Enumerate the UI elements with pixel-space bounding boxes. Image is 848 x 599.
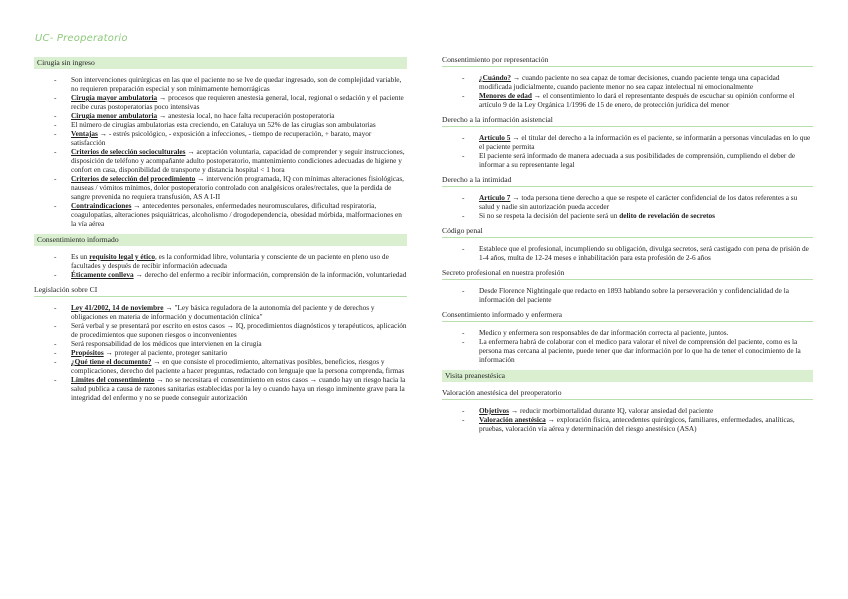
item-text: → anestesia local, no hace falta recuperación postoperatoria [157, 111, 335, 120]
item-keyword: Contraindicaciones [71, 201, 132, 210]
list-item [442, 337, 813, 364]
subsection-heading: Consentimiento por representación [442, 55, 813, 67]
item-text: → intervención programada, IQ con mínimas alteraciones fisiológicas, nauseas / vómitos mínimos, dolor postoperatorio controlado con analgésicos orales/rectales, que la perdida de sangre prevenida no requiera transfusión, AS A I-II [71, 174, 405, 201]
item-keyword: requisito legal y ético [89, 252, 155, 261]
list-item [34, 339, 407, 348]
item-text: → procesos que requieren anestesia general, local, regional o sedación y el paciente recibe curas postoperatorias poco intensivas [71, 93, 404, 111]
section-legislacion-ci [34, 285, 407, 402]
item-text: La enfermera habrá de colaborar con el medico para valorar el nivel de comprensión del paciente, como es la persona mas cercana al paciente, puede tener que dar información por lo que ha de tener el conocimiento de la información [479, 337, 801, 364]
list-item [34, 348, 407, 357]
bullet-list [442, 286, 813, 304]
list-item [34, 270, 407, 279]
item-keyword: Criterios de selección del procedimiento [71, 174, 196, 183]
bullet-list [442, 244, 813, 262]
bullet-list [442, 406, 813, 433]
item-keyword: Menores de edad [479, 91, 532, 100]
left-column [34, 57, 407, 408]
list-item [442, 328, 813, 337]
item-text: → el consentimiento lo dará el representante después de escuchar su opinión conforme el artículo 9 de la Ley Orgánica 1/1996 de 15 de enero, de protección jurídica del menor [479, 91, 795, 109]
item-text: → cuando paciente no sea capaz de tomar decisiones, cuando paciente tenga una capacidad modificada judicialmente, cuando paciente menor no sea capaz intelectual ni emocionalmente [479, 73, 780, 91]
list-item [34, 93, 407, 111]
list-item [34, 174, 407, 201]
section-heading: Consentimiento informado [34, 234, 407, 246]
list-item [34, 75, 407, 93]
list-item [34, 375, 407, 402]
section-derecho-informacion [442, 115, 813, 169]
item-keyword: Cirugía menor ambulatoria [71, 111, 158, 120]
subsection-heading: Derecho a la información asistencial [442, 115, 813, 127]
list-item [442, 91, 813, 109]
item-keyword: delito de revelación de secretos [619, 211, 716, 220]
item-text: Si no se respeta la decisión del paciente será un [479, 211, 620, 220]
item-keyword: Éticamente conlleva [71, 270, 134, 279]
item-text: → en que consiste el procedimiento, alternativas posibles, beneficios, riesgos y complicaciones, derecho del paciente a hacer preguntas, redactado con lenguaje que la persona comprenda, firmas [71, 357, 405, 375]
item-text: Son intervenciones quirúrgicas en las que el paciente no se lve de quedar ingresado, son de complejidad variable, no requieren preparación especial y son mínimamente hemorrágicas [71, 75, 402, 93]
bullet-list [34, 303, 407, 402]
item-text: Será verbal y se presentará por escrito en estos casos → IQ, procedimientos diagnósticos y terapéuticos, aplicación de procedimientos que suponen riesgos o inconvenientes [71, 321, 407, 339]
item-text: Establece que el profesional, incumpliendo su obligación, divulga secretos, será castigado con pena de prisión de 1-4 años, multa de 12-24 meses e inhabilitación para esta profesión de 2-6 años [479, 244, 809, 262]
item-keyword: ¿Cuándo? [479, 73, 512, 82]
item-text: El paciente será informado de manera adecuada a sus posibilidades de comprensión, cumpliendo el deber de informar a su representante legal [479, 151, 796, 169]
item-keyword: Ley 41/2002, 14 de noviembre [71, 303, 164, 312]
item-text: → derecho del enfermo a recibir información, comprensión de la información, voluntariedad [133, 270, 407, 279]
item-text: → - estrés psicológico, - exposición a infecciones, - tiempo de recuperación, + barato, mayor satisfacción [71, 129, 372, 147]
subsection-heading: Valoración anestésica del preoperatorio [442, 388, 813, 400]
item-text: → antecedentes personales, enfermedades neuromusculares, dificultad respiratoria, coagulopatías, alteraciones psiquiátricas, alcoholismo / drogodependencia, obesidad mórbida, malformaciones en la vía aérea [71, 201, 402, 228]
item-keyword: Ventajas [71, 129, 98, 138]
list-item [34, 252, 407, 270]
section-codigo-penal [442, 226, 813, 262]
section-consentimiento-informado [34, 234, 407, 279]
list-item [34, 129, 407, 147]
item-text: Será responsabilidad de los médicos que intervienen en la cirugía [71, 339, 262, 348]
item-text: → aceptación voluntaria, capacidad de comprender y seguir instrucciones, disposición de teléfono y acompañante adulto postoperatorio, mantenimiento condiciones adecuadas de higiene y confort en casa, disponibilidad de transporte y distancia hospital < 1 hora [71, 147, 405, 174]
item-text: → el titular del derecho a la información es el paciente, se informarán a personas vinculadas en lo que el paciente permita [479, 133, 811, 151]
list-item [34, 303, 407, 321]
item-keyword: Objetivos [479, 406, 509, 415]
item-text: Medico y enfermera son responsables de dar información correcta al paciente, juntos. [479, 328, 729, 337]
list-item [34, 201, 407, 228]
bullet-list [442, 328, 813, 364]
item-text: → toda persona tiene derecho a que se respete el carácter confidencial de los datos referentes a su salud y nadie sin autorización pueda acceder [479, 193, 798, 211]
list-item [34, 357, 407, 375]
item-keyword: Criterios de selección socioculturales [71, 147, 186, 156]
section-heading: Cirugía sin ingreso [34, 57, 407, 69]
item-keyword: Propósitos [71, 348, 104, 357]
page-title: UC- Preoperatorio [35, 33, 128, 44]
list-item [34, 321, 407, 339]
item-keyword: Artículo 5 [479, 133, 511, 142]
bullet-list [442, 133, 813, 169]
list-item [442, 406, 813, 415]
subsection-heading: Derecho a la intimidad [442, 175, 813, 187]
subsection-heading: Secreto profesional en nuestra profesión [442, 268, 813, 280]
subsection-heading: Consentimiento informado y enfermera [442, 310, 813, 322]
bullet-list [442, 73, 813, 109]
section-derecho-intimidad [442, 175, 813, 220]
list-item [442, 211, 813, 220]
item-text: El número de cirugías ambulatorias esta creciendo, en Cataluya un 52% de las cirugías son ambulatorias [71, 120, 376, 129]
item-keyword: Límites del consentimiento [71, 375, 155, 384]
list-item [442, 286, 813, 304]
item-keyword: Cirugía mayor ambulatoria [71, 93, 158, 102]
section-consentimiento-enfermera [442, 310, 813, 364]
list-item [442, 73, 813, 91]
list-item [442, 151, 813, 169]
bullet-list [34, 252, 407, 279]
item-text: → no se necesitara el consentimiento en estos casos → cuando hay un riesgo hacia la salud publica a causa de razones sanitarias establecidas por la ley o cuando haya un riesgo inminente grave para la integridad del enfermo y no se puede conseguir autorización [71, 375, 406, 402]
section-consentimiento-representacion [442, 55, 813, 109]
subsection-heading: Código penal [442, 226, 813, 238]
list-item [34, 111, 407, 120]
list-item [442, 244, 813, 262]
section-valoracion-anestesica [442, 388, 813, 433]
item-keyword: Artículo 7 [479, 193, 511, 202]
item-text: → proteger al paciente, proteger sanitario [103, 348, 228, 357]
item-text: , es la conformidad libre, voluntaria y consciente de un paciente en pleno uso de facultades y después de recibir información adecuada [71, 252, 389, 270]
section-heading: Visita preanestésica [442, 370, 813, 382]
bullet-list [442, 193, 813, 220]
item-keyword: ¿Qué tiene el documento? [71, 357, 152, 366]
list-item [442, 193, 813, 211]
item-text: → exploración física, antecedentes quirúrgicos, familiares, enfermedades, analíticas, pruebas, valoración vía aérea y determinación del riesgo anestésico (ASA) [479, 415, 795, 433]
list-item [34, 147, 407, 174]
subsection-heading: Legislación sobre CI [34, 285, 407, 297]
item-text: Es un [71, 252, 90, 261]
item-text: → reducir morbimortalidad durante IQ, valorar ansiedad del paciente [509, 406, 714, 415]
list-item [442, 415, 813, 433]
section-cirugia-sin-ingreso [34, 57, 407, 228]
item-text: Desde Florence Nightingale que redacto en 1893 hablando sobre la perseveración y confidencialidad de la información del paciente [479, 286, 789, 304]
item-text: → "Ley básica reguladora de la autonomía del paciente y de derechos y obligaciones en materia de información y documentación clínica" [71, 303, 375, 321]
list-item [34, 120, 407, 129]
right-column [442, 55, 813, 439]
list-item [442, 133, 813, 151]
item-keyword: Valoración anestésica [479, 415, 546, 424]
section-secreto-profesional [442, 268, 813, 304]
bullet-list [34, 75, 407, 228]
